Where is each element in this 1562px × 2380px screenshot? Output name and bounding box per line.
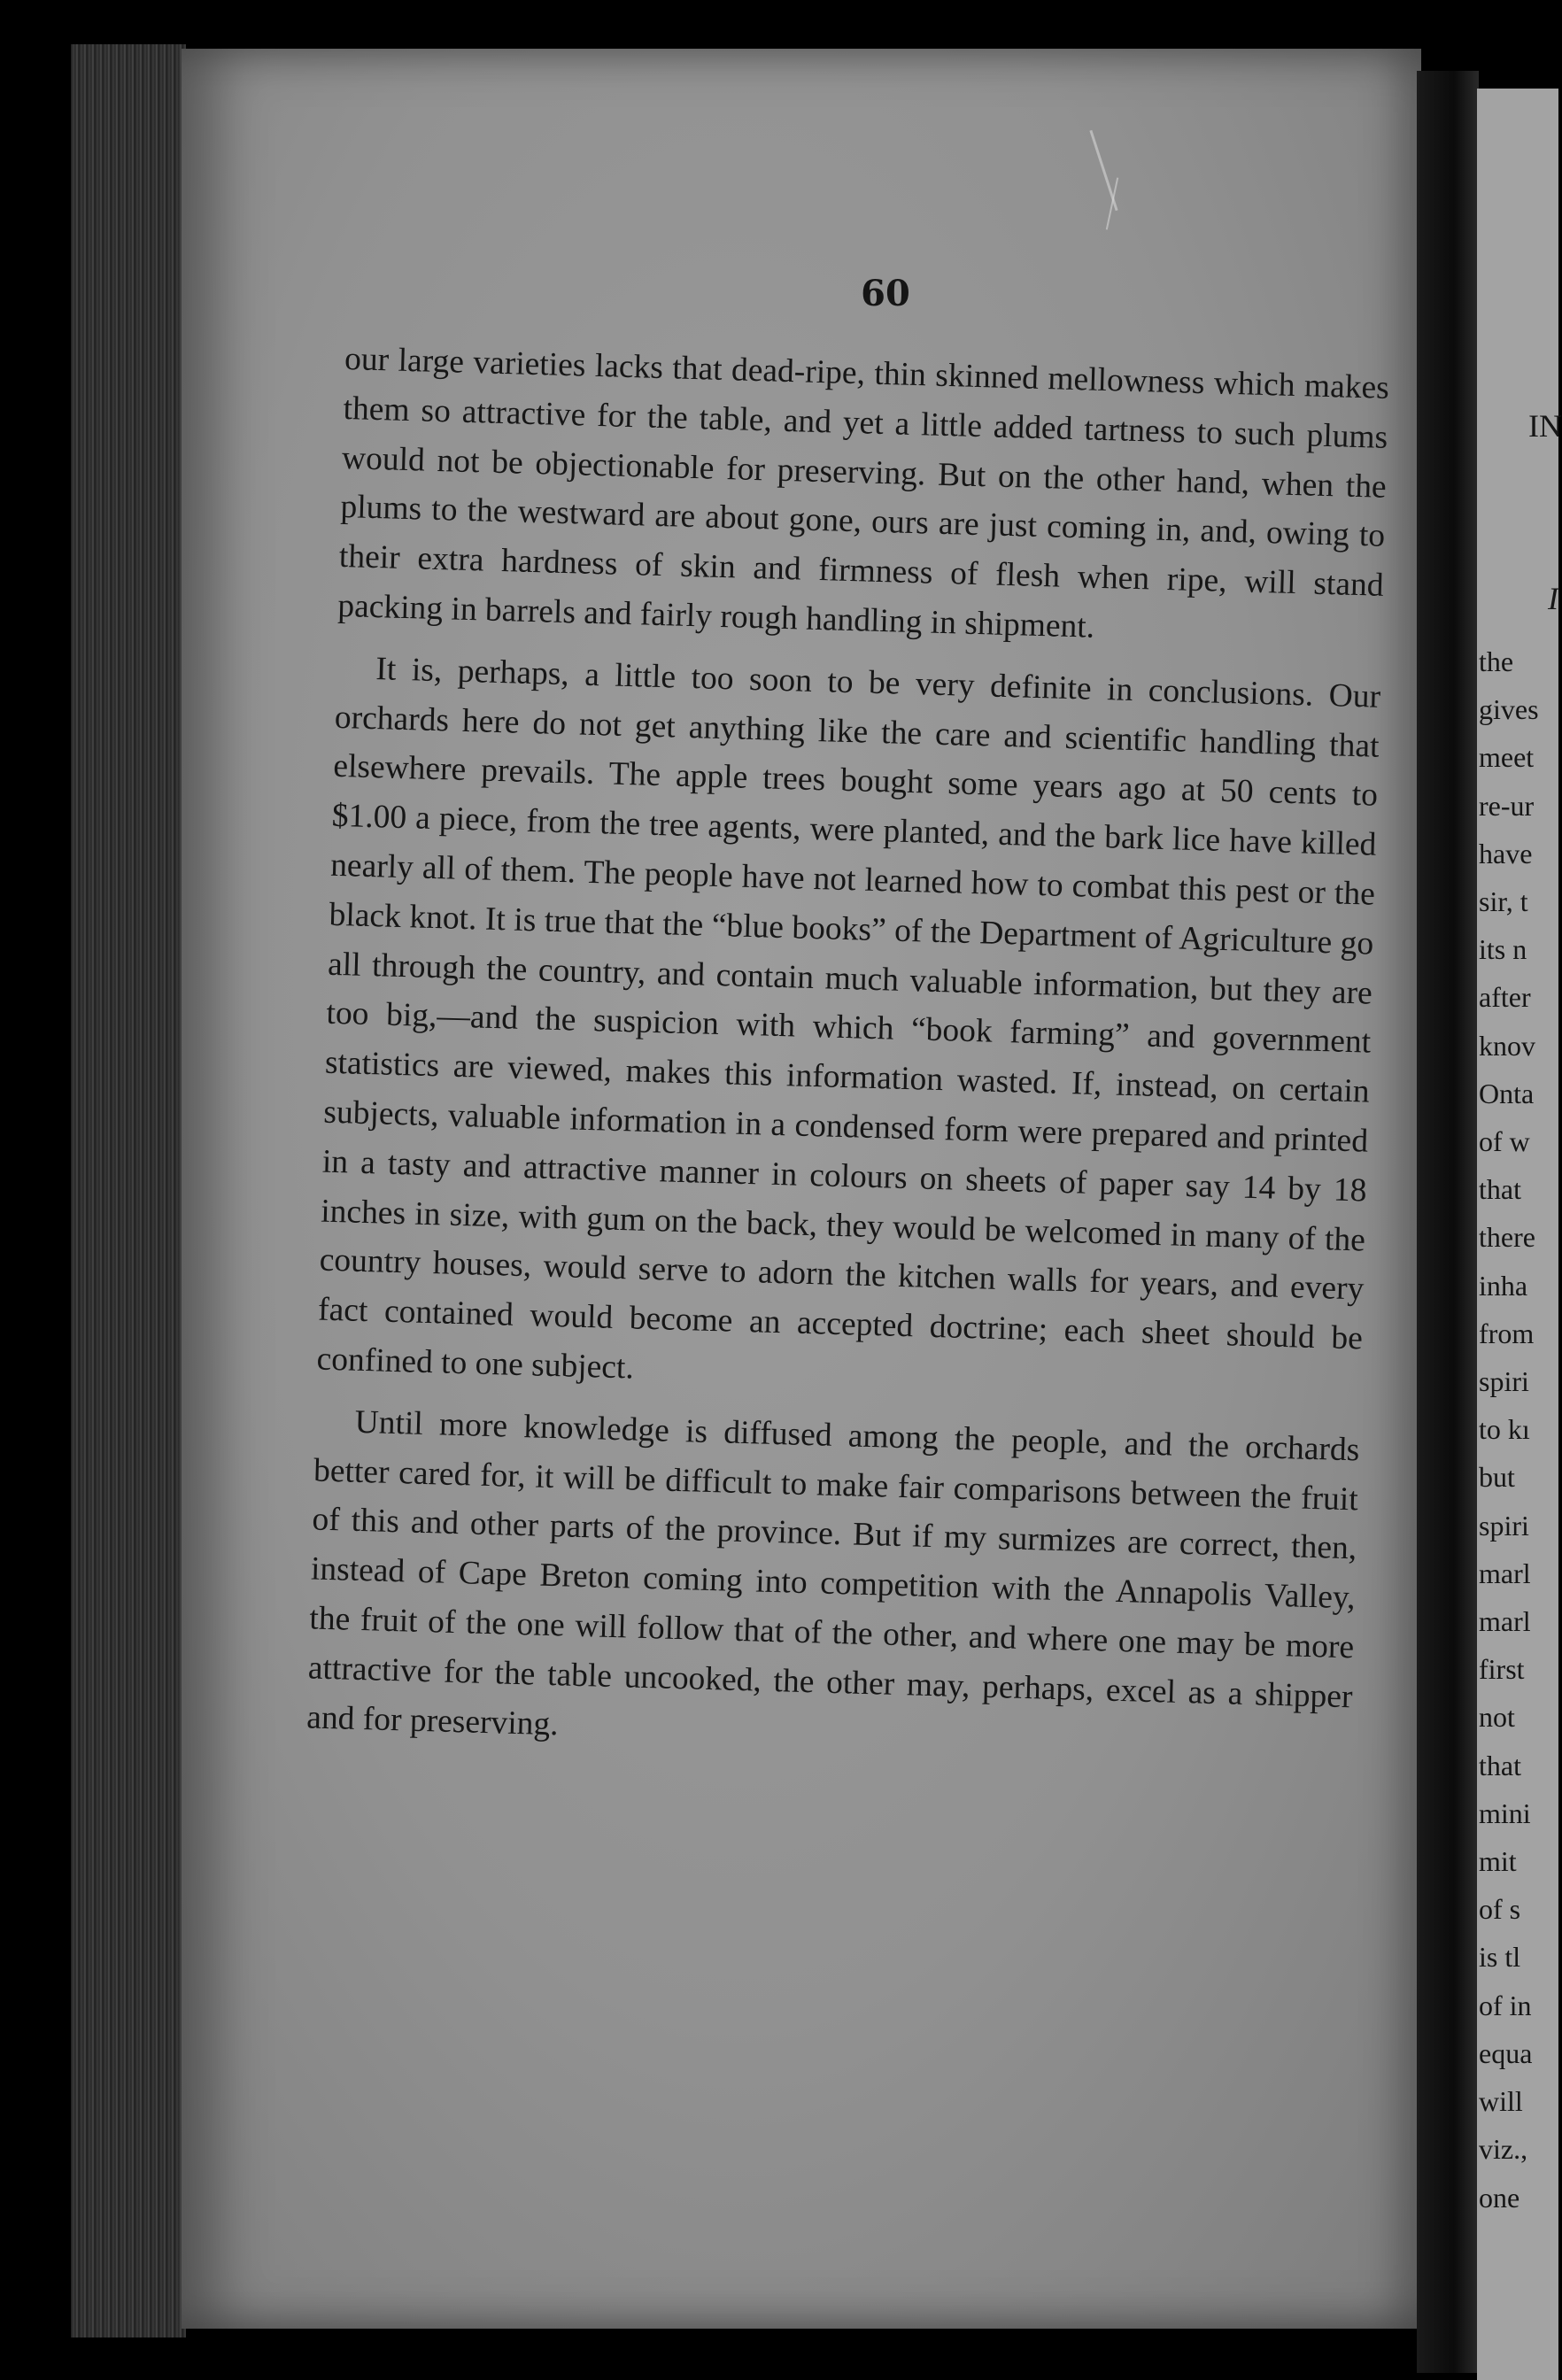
right-line-fragment: the	[1479, 645, 1514, 677]
right-line-fragment: one	[1479, 2181, 1520, 2214]
right-line-fragment: after	[1479, 981, 1531, 1014]
right-line-fragment: inha	[1479, 1269, 1528, 1302]
right-line-fragment: meet	[1479, 741, 1535, 774]
right-line-fragment: marl	[1479, 1605, 1531, 1638]
paragraph: our large varieties lacks that dead-ripe, thin skinned mellowness which makes them so attractive for the table, and yet a little added tartness to such plums would not be objectionable for preserving. But on the other hand, when the plums to the westward are about gone, ours are just coming in, and, owing to their extra hardness of skin and firmness of flesh when ripe, will stand packing in barrels and fairly rough handling in shipment.	[336, 340, 1390, 645]
right-line-fragment: spiri	[1479, 1509, 1529, 1542]
page-edges	[71, 44, 186, 2338]
right-line-fragment: will	[1479, 2085, 1523, 2118]
right-drop-cap-fragment: I	[1548, 581, 1558, 616]
page-number: 60	[861, 273, 910, 314]
right-line-fragment: spiri	[1479, 1365, 1529, 1398]
right-page	[1477, 89, 1562, 2380]
right-line-fragment: have	[1479, 837, 1533, 869]
right-line-fragment: mit	[1479, 1845, 1517, 1878]
right-line-fragment: its n	[1479, 933, 1527, 966]
right-line-fragment: of w	[1479, 1125, 1530, 1158]
right-line-fragment: but	[1479, 1461, 1515, 1494]
right-line-fragment: there	[1479, 1221, 1535, 1254]
right-line-fragment: mini	[1479, 1797, 1531, 1829]
right-line-fragment: from	[1479, 1317, 1535, 1349]
right-line-fragment: viz.,	[1479, 2133, 1528, 2166]
right-line-fragment: is tl	[1479, 1941, 1521, 1974]
book-gutter	[1417, 71, 1479, 2373]
paragraph: It is, perhaps, a little too soon to be very definite in conclusions. Our orchards here do not get anything like the care and scientific handling that elsewhere prevails. The apple trees bought some years ago at 50 cents to $1.00 a piece, from the tree agents, were planted, and the bark lice have killed nearly all of them. The people have not learned how to combat this pest or the black knot. It is true that the “blue books” of the Department of Agriculture go all through the country, and contain much valuable information, but they are too big,—and the suspicion with which “book farming” and government statistics are viewed, makes this information wasted. If, instead, on certain subjects, valuable information in a condensed form were prepared and printed in a tasty and attractive manner in colours on sheets of paper say 14 by 18 inches in size, with gum on the back, they would be welcomed in many of the country houses, would serve to adorn the kitchen walls for years, and every fact contained would become an accepted doctrine; each sheet should be confined to one subject.	[316, 650, 1381, 1387]
right-line-fragment: sir, t	[1479, 885, 1528, 918]
right-line-fragment: Onta	[1479, 1077, 1535, 1109]
right-line-fragment: equa	[1479, 2036, 1533, 2069]
right-line-fragment: re-ur	[1479, 789, 1535, 822]
right-line-fragment: marl	[1479, 1557, 1531, 1589]
right-line-fragment: to kı	[1479, 1413, 1530, 1446]
right-heading-fragment: IN	[1528, 408, 1562, 444]
right-line-fragment: knov	[1479, 1029, 1535, 1062]
right-line-fragment: gives	[1479, 693, 1539, 726]
right-line-fragment: first	[1479, 1653, 1525, 1686]
right-line-fragment: that	[1479, 1173, 1521, 1206]
right-line-fragment: of s	[1479, 1893, 1521, 1926]
body-text	[306, 335, 1390, 1772]
right-line-fragment: of in	[1479, 1989, 1532, 2021]
paragraph: Until more knowledge is diffused among the people, and the orchards better cared for, it will be difficult to make fair comparisons between the fruit of this and other parts of the province. But if my surmizes are correct, then, instead of Cape Breton coming into competition with the Annapolis Valley, the fruit of the one will follow that of the other, and where one may be more attractive for the table uncooked, the other may, perhaps, excel as a shipper and for preserving.	[305, 1403, 1360, 1742]
right-line-fragments	[1479, 638, 1560, 2222]
right-line-fragment: not	[1479, 1701, 1515, 1734]
right-line-fragment: that	[1479, 1749, 1521, 1781]
